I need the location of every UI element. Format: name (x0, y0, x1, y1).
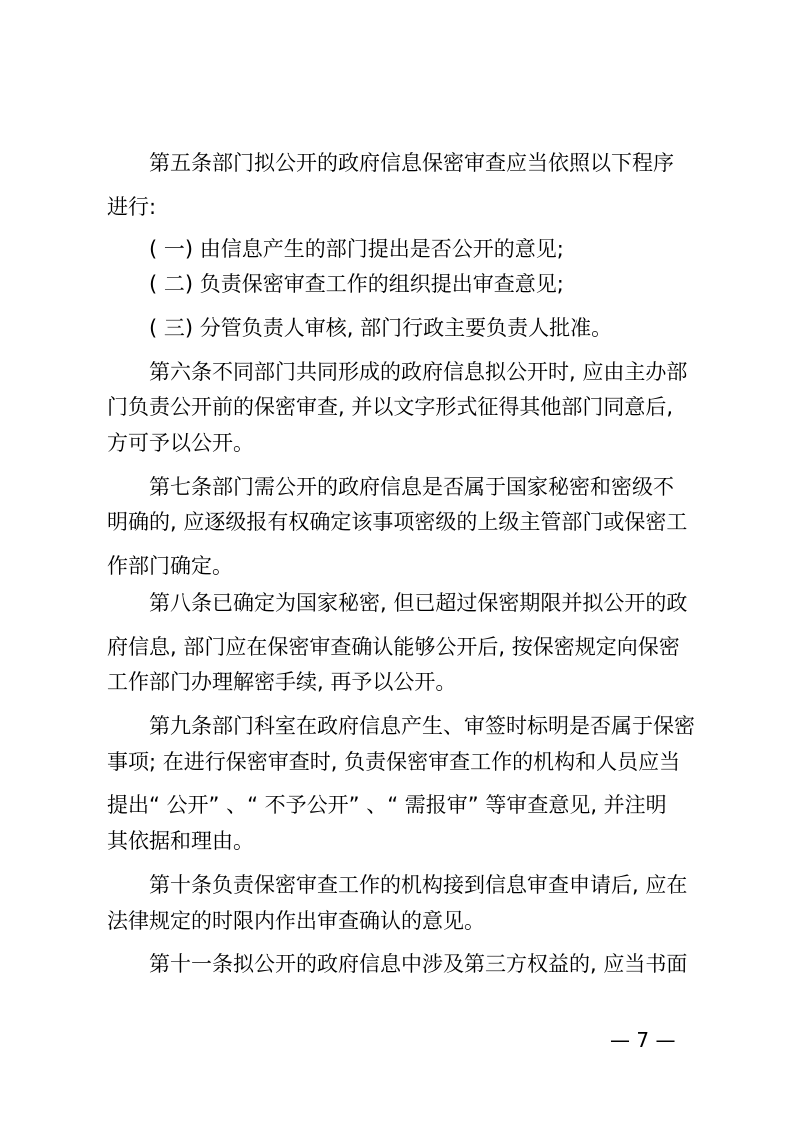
article-8-line-3: 工作部门办理解密手续, 再予以公开。 (107, 670, 457, 694)
article-5-line-2: 进行: (107, 195, 157, 219)
article-6-line-2: 门负责公开前的保密审查, 并以文字形式征得其他部门同意后, (107, 395, 674, 419)
article-5-line-1: 第五条部门拟公开的政府信息保密审查应当依照以下程序 (149, 151, 674, 175)
article-5-item-1: ( 一) 由信息产生的部门提出是否公开的意见; (149, 237, 564, 261)
article-7-line-1: 第七条部门需公开的政府信息是否属于国家秘密和密级不 (149, 475, 674, 499)
article-9-line-1: 第九条部门科室在政府信息产生、审签时标明是否属于保密 (149, 714, 695, 738)
article-11-line-1: 第十一条拟公开的政府信息中涉及第三方权益的, 应当书面 (149, 952, 688, 976)
article-7-line-2: 明确的, 应逐级报有权确定该事项密级的上级主管部门或保密工 (107, 510, 688, 534)
article-10-line-1: 第十条负责保密审查工作的机构接到信息审查申请后, 应在 (149, 873, 688, 897)
article-9-line-3: 提出“ 公开” 、“ 不予公开” 、“ 需报审” 等审查意见, 并注明 (107, 793, 667, 817)
article-8-line-1: 第八条已确定为国家秘密, 但已超过保密期限并拟公开的政 (149, 591, 688, 615)
article-5-item-2: ( 二) 负责保密审查工作的组织提出审查意见; (149, 272, 564, 296)
article-9-line-4: 其依据和理由。 (107, 829, 254, 853)
article-6-line-3: 方可予以公开。 (107, 431, 254, 455)
article-5-item-3: ( 三) 分管负责人审核, 部门行政主要负责人批准。 (149, 316, 613, 340)
article-8-line-2: 府信息, 部门应在保密审查确认能够公开后, 按保密规定向保密 (107, 635, 680, 659)
article-9-line-2: 事项; 在进行保密审查时, 负责保密审查工作的机构和人员应当 (107, 750, 681, 774)
page-number: — 7 — (610, 1028, 676, 1052)
article-6-line-1: 第六条不同部门共同形成的政府信息拟公开时, 应由主办部 (149, 360, 688, 384)
article-10-line-2: 法律规定的时限内作出审查确认的意见。 (107, 909, 485, 933)
article-7-line-3: 作部门确定。 (107, 554, 233, 578)
